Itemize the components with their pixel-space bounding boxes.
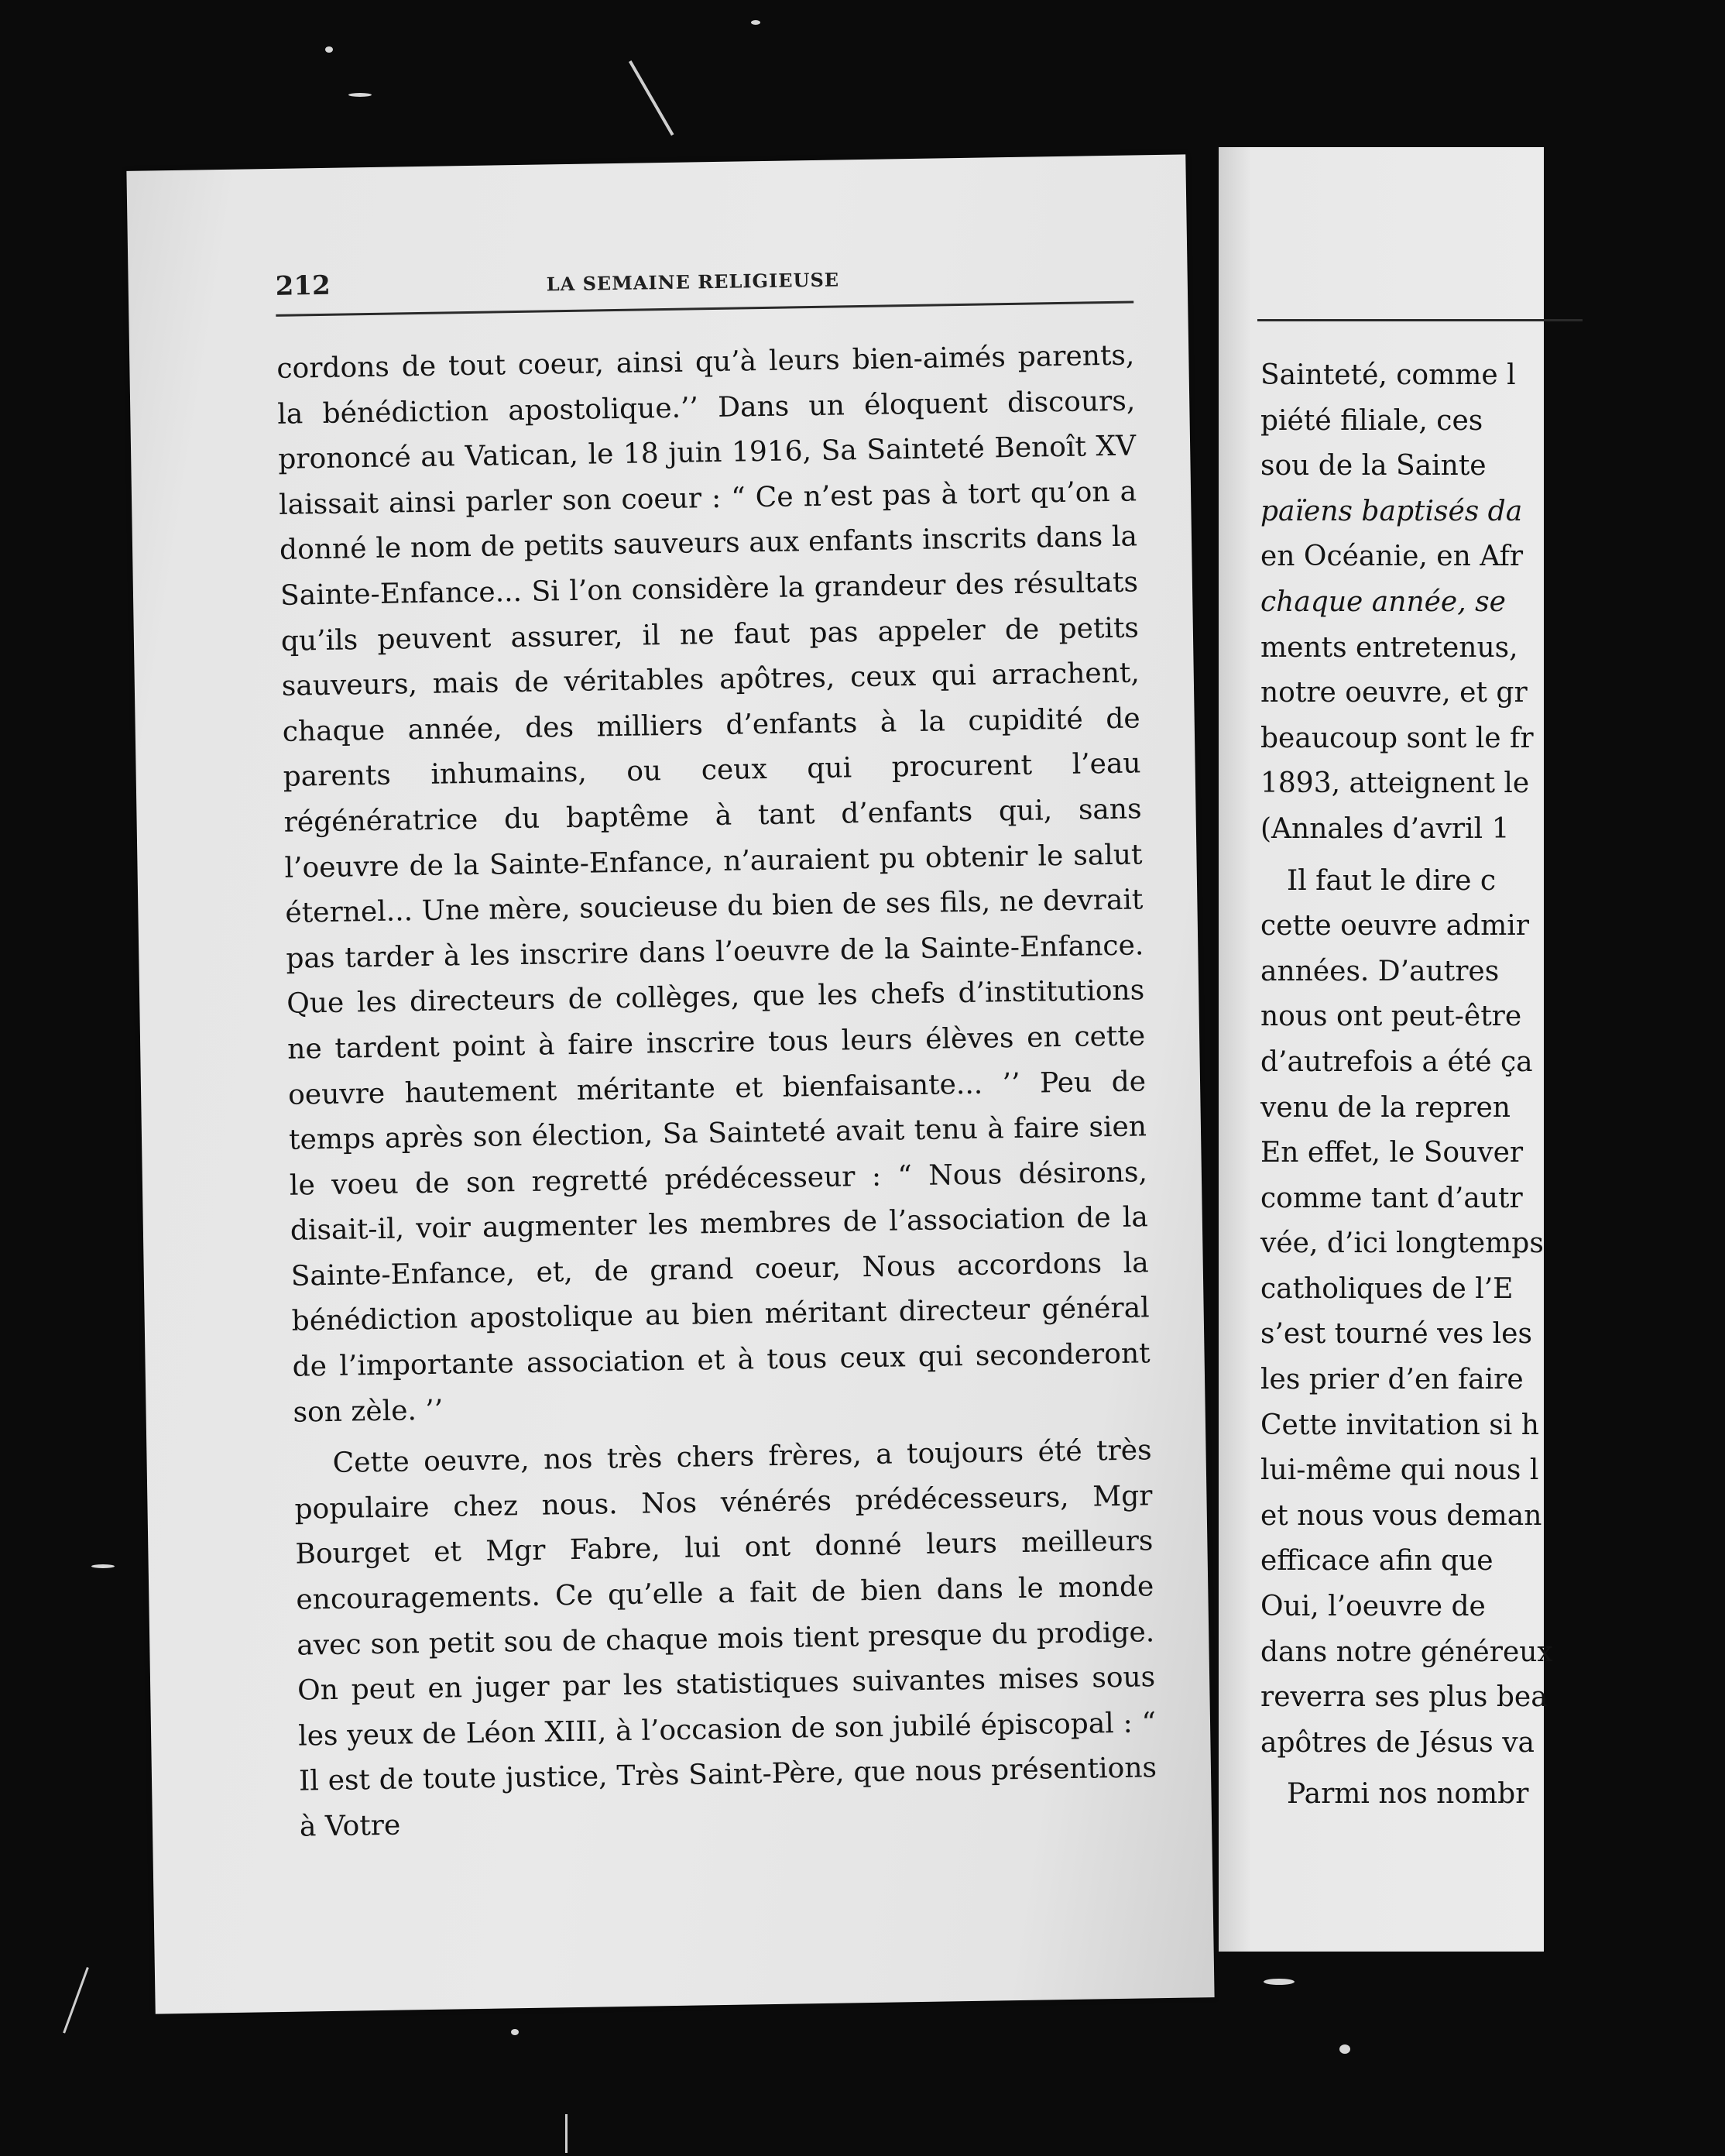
text-line: Sainteté, comme l: [1260, 359, 1516, 391]
header-rule: [1257, 319, 1583, 321]
right-page: [1219, 147, 1553, 1952]
text-line: comme tant d’autr: [1260, 1182, 1523, 1214]
dust-speck: [511, 2029, 519, 2035]
text-line: Il faut le dire c: [1287, 864, 1496, 897]
body-text-cropped: [1260, 353, 1725, 1818]
paragraph: cordons de tout coeur, ainsi qu’à leurs bien-aimés parents, la bénédiction apostolique.’’ Dans un éloquent discours, prononcé au Vatican, le 18 juin 1916, Sa Sainteté Benoît XV laissait ainsi parler son coeur : “ Ce n’est pas à tort qu’on a donné le nom de petits sauveurs aux enfants inscrits dans la Sainte-Enfance... Si l’on considère la grandeur des résultats qu’ils peuvent assurer, il ne faut pas appeler de petits sauveurs, mais de véritables apôtres, ceux qui arrachent, chaque année, des milliers d’enfants à la cupidité de parents inhumains, ou ceux qui procurent l’eau régénératrice du baptême à tant d’enfants qui, sans l’oeuvre de la Sainte-Enfance, n’auraient pu obtenir le salut éternel... Une mère, soucieuse du bien de ses fils, ne devrait pas tarder à les inscrire dans l’oeuvre de la Sainte-Enfance. Que les directeurs de collèges, que les chefs d’institutions ne tardent point à faire inscrire tous leurs élèves en cette oeuvre hautement méritante et bienfaisante... ’’ Peu de temps après son élection, Sa Sainteté avait tenu à faire sien le voeu de son regretté prédécesseur : “ Nous désirons, disait-il, voir augmenter les membres de l’association de la Sainte-Enfance, et, de grand coeur, Nous accordons la bénédiction apostolique au bien méritant directeur général de l’importante association et à tous ceux qui seconderont son zèle. ’’: [276, 339, 1151, 1429]
text-line: chaque année, se: [1260, 585, 1506, 618]
text-line: en Océanie, en Afr: [1260, 541, 1524, 573]
dust-speck: [91, 1564, 115, 1568]
scratch-mark: [63, 1967, 89, 2034]
dust-speck: [751, 20, 760, 25]
text-line: d’autrefois a été ça: [1260, 1045, 1533, 1078]
text-line: lui-même qui nous l: [1260, 1454, 1539, 1487]
text-line: s’est tourné ves les: [1260, 1318, 1532, 1351]
scratch-mark: [629, 60, 674, 136]
text-line: piété filiale, ces: [1260, 404, 1483, 437]
text-line: païens baptisés da: [1260, 495, 1523, 527]
text-line: vée, d’ici longtemps: [1260, 1227, 1544, 1260]
dust-speck: [325, 46, 333, 53]
text-line: les prier d’en faire: [1260, 1364, 1524, 1396]
text-line: nous ont peut-être: [1260, 1001, 1522, 1033]
text-line: ments entretenus,: [1260, 631, 1518, 664]
text-line: venu de la repren: [1260, 1091, 1511, 1124]
header-rule: [276, 300, 1133, 316]
text-line: sou de la Sainte: [1260, 450, 1487, 482]
text-line: apôtres de Jésus va: [1260, 1726, 1535, 1759]
text-line: Parmi nos nombr: [1287, 1778, 1529, 1811]
text-line: dans notre généreux: [1260, 1636, 1553, 1668]
text-line: notre oeuvre, et gr: [1260, 677, 1528, 709]
text-line: En effet, le Souver: [1260, 1137, 1524, 1169]
text-line: Oui, l’oeuvre de: [1260, 1591, 1486, 1623]
text-line: Cette invitation si h: [1260, 1409, 1539, 1441]
text-line: (Annales d’avril 1: [1260, 812, 1510, 845]
text-line: efficace afin que: [1260, 1545, 1494, 1578]
text-line: et nous vous deman: [1260, 1499, 1542, 1532]
text-line: 1893, atteignent le: [1260, 767, 1530, 800]
dust-speck: [348, 93, 372, 97]
page-number: 212: [275, 270, 331, 302]
scratch-mark: [565, 2114, 568, 2153]
running-head: LA SEMAINE RELIGIEUSE: [546, 268, 840, 296]
dust-speck: [1264, 1979, 1295, 1985]
left-page: [126, 154, 1214, 2014]
text-line: cette oeuvre admir: [1260, 910, 1529, 942]
page-header: [275, 257, 1133, 301]
body-text: [276, 333, 1157, 1850]
text-line: années. D’autres: [1260, 955, 1500, 987]
dust-speck: [1339, 2044, 1350, 2054]
text-line: catholiques de l’E: [1260, 1272, 1514, 1305]
text-line: beaucoup sont le fr: [1260, 722, 1534, 754]
text-line: reverra ses plus bea: [1260, 1681, 1548, 1714]
paragraph: Cette oeuvre, nos très chers frères, a toujours été très populaire chez nous. Nos vénérés prédécesseurs, Mgr Bourget et Mgr Fabre, lui ont donné leurs meilleurs encouragements. Ce qu’elle a fait de bien dans le monde avec son petit sou de chaque mois tient presque du prodige. On peut en juger par les statistiques suivantes mises sous les yeux de Léon XIII, à l’occasion de son jubilé épiscopal : “ Il est de toute justice, Très Saint-Père, que nous présentions à Votre: [294, 1434, 1157, 1843]
